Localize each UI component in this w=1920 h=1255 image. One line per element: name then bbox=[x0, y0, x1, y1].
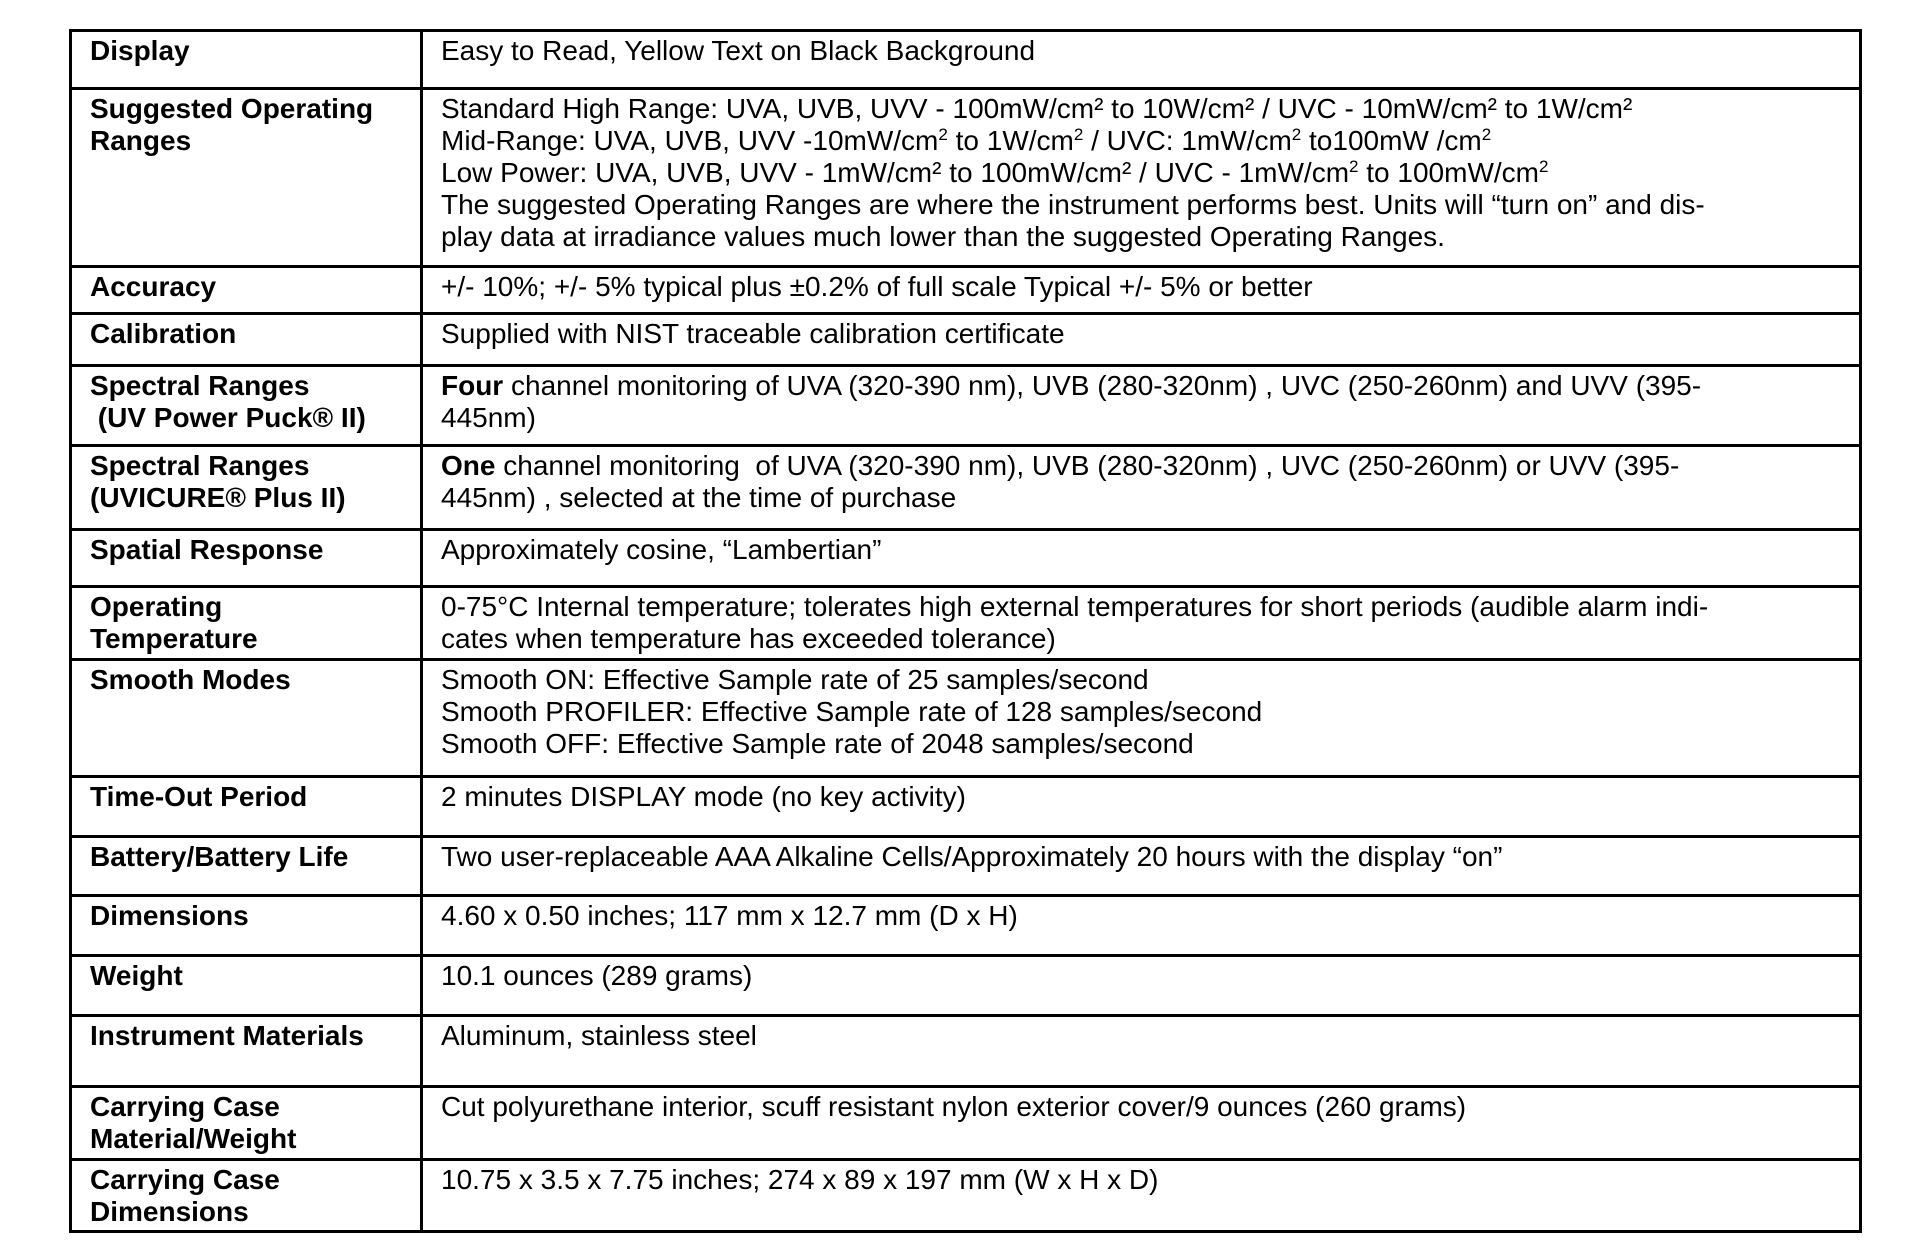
spec-label-line: Dimensions bbox=[90, 1196, 249, 1227]
spec-label bbox=[71, 530, 422, 587]
spec-value-line bbox=[441, 450, 1841, 482]
spec-value bbox=[422, 896, 1861, 956]
spec-row-smooth-modes bbox=[71, 660, 1861, 777]
spec-value-line: Approximately cosine, “Lambertian” bbox=[441, 534, 882, 565]
spec-value bbox=[422, 31, 1861, 89]
spec-row-dimensions bbox=[71, 896, 1861, 956]
spec-label bbox=[71, 31, 422, 89]
spec-label bbox=[71, 1087, 422, 1160]
spec-label bbox=[71, 1016, 422, 1087]
spec-value-text: channel monitoring of UVA (320-390 nm), UVB (280-320nm) , UVC (250-260nm) and UVV (395- bbox=[503, 370, 1702, 401]
spec-row-carrying-case-dimensions bbox=[71, 1160, 1861, 1232]
spec-row-spectral-ranges-uv-power-puck-ii bbox=[71, 366, 1861, 446]
spec-label bbox=[71, 896, 422, 956]
spec-value-emphasis: One bbox=[441, 450, 496, 481]
spec-row-carrying-case-material-weight bbox=[71, 1087, 1861, 1160]
spec-value-line: Smooth OFF: Effective Sample rate of 2048 samples/second bbox=[441, 728, 1194, 759]
spec-row-display bbox=[71, 31, 1861, 89]
spec-label-line: Display bbox=[90, 35, 190, 66]
spec-value-line: The suggested Operating Ranges are where the instrument performs best. Units will “turn on” and dis- bbox=[441, 189, 1705, 220]
spec-value bbox=[422, 777, 1861, 837]
spec-label bbox=[71, 366, 422, 446]
spec-label bbox=[71, 1160, 422, 1232]
spec-label-line: Weight bbox=[90, 960, 183, 991]
spec-value bbox=[422, 837, 1861, 896]
spec-value bbox=[422, 587, 1861, 660]
spec-value bbox=[422, 366, 1861, 446]
spec-value-line: cates when temperature has exceeded tolerance) bbox=[441, 623, 1056, 654]
spec-value-text: channel monitoring of UVA (320-390 nm), UVB (280-320nm) , UVC (250-260nm) or UVV (395- bbox=[495, 450, 1680, 481]
spec-label-line: (UVICURE® Plus II) bbox=[90, 482, 346, 513]
spec-label-line: Material/Weight bbox=[90, 1123, 297, 1154]
spec-label-line: Accuracy bbox=[90, 271, 217, 302]
spec-value-line: Cut polyurethane interior, scuff resistant nylon exterior cover/9 ounces (260 grams) bbox=[441, 1091, 1467, 1122]
spec-label-line: Carrying Case bbox=[90, 1091, 280, 1122]
spec-label bbox=[71, 777, 422, 837]
spec-row-operating-temperature bbox=[71, 587, 1861, 660]
spec-value-emphasis: Four bbox=[441, 370, 504, 401]
spec-label bbox=[71, 89, 422, 267]
spec-label-line: Spatial Response bbox=[90, 534, 324, 565]
spec-value bbox=[422, 530, 1861, 587]
spec-label bbox=[71, 837, 422, 896]
spec-value bbox=[422, 89, 1861, 267]
spec-value-line: Smooth ON: Effective Sample rate of 25 samples/second bbox=[441, 664, 1149, 695]
specifications-table bbox=[69, 29, 1862, 1233]
spec-label-line: Battery/Battery Life bbox=[90, 841, 349, 872]
spec-value-line: 445nm) , selected at the time of purchase bbox=[441, 482, 957, 513]
spec-value-line: Supplied with NIST traceable calibration certificate bbox=[441, 318, 1065, 349]
spec-label bbox=[71, 956, 422, 1016]
spec-label-line: Ranges bbox=[90, 125, 192, 156]
spec-row-instrument-materials bbox=[71, 1016, 1861, 1087]
spec-label-line: Instrument Materials bbox=[90, 1020, 364, 1051]
spec-row-time-out-period bbox=[71, 777, 1861, 837]
spec-row-weight bbox=[71, 956, 1861, 1016]
spec-label-line: (UV Power Puck® II) bbox=[90, 402, 366, 433]
spec-value bbox=[422, 660, 1861, 777]
spec-label-line: Calibration bbox=[90, 318, 237, 349]
spec-value bbox=[422, 446, 1861, 530]
spec-row-spatial-response bbox=[71, 530, 1861, 587]
spec-value-line: Low Power: UVA, UVB, UVV - 1mW/cm² to 100mW/cm² / UVC - $1mW/cm^2$ to $100mW/cm^2$ bbox=[441, 157, 1549, 188]
spec-label-line: Spectral Ranges bbox=[90, 450, 310, 481]
spec-value-line: Aluminum, stainless steel bbox=[441, 1020, 757, 1051]
spec-row-battery-battery-life bbox=[71, 837, 1861, 896]
spec-label-line: Time-Out Period bbox=[90, 781, 308, 812]
spec-label bbox=[71, 267, 422, 314]
spec-value-line: play data at irradiance values much lower than the suggested Operating Ranges. bbox=[441, 221, 1445, 252]
spec-value-line: +/- 10%; +/- 5% typical plus ±0.2% of full scale Typical +/- 5% or better bbox=[441, 271, 1313, 302]
spec-value-line: 10.75 x 3.5 x 7.75 inches; 274 x 89 x 197 mm (W x H x D) bbox=[441, 1164, 1159, 1195]
specifications-body bbox=[71, 31, 1861, 1232]
spec-label-line: Smooth Modes bbox=[90, 664, 291, 695]
spec-value-line: Mid-Range: UVA, UVB, UVV $-10mW/cm^2$ to $1W/cm^2$ / UVC: $1mW/cm^2$ to100mW $/cm^2$ bbox=[441, 125, 1492, 156]
spec-row-accuracy bbox=[71, 267, 1861, 314]
spec-label-line: Carrying Case bbox=[90, 1164, 280, 1195]
spec-value bbox=[422, 1087, 1861, 1160]
spec-label-line: Suggested Operating bbox=[90, 93, 374, 124]
spec-label bbox=[71, 314, 422, 366]
spec-value-line: Standard High Range: UVA, UVB, UVV - 100mW/cm² to 10W/cm² / UVC - 10mW/cm² to 1W/cm² bbox=[441, 93, 1633, 124]
spec-label-line: Temperature bbox=[90, 623, 258, 654]
spec-row-suggested-operating-ranges bbox=[71, 89, 1861, 267]
spec-row-calibration bbox=[71, 314, 1861, 366]
spec-row-spectral-ranges-uvicure-plus-ii bbox=[71, 446, 1861, 530]
spec-value-line: 2 minutes DISPLAY mode (no key activity) bbox=[441, 781, 966, 812]
spec-value bbox=[422, 1160, 1861, 1232]
spec-label-line: Dimensions bbox=[90, 900, 249, 931]
spec-value-line: Smooth PROFILER: Effective Sample rate of 128 samples/second bbox=[441, 696, 1263, 727]
spec-value-line: 4.60 x 0.50 inches; 117 mm x 12.7 mm (D x H) bbox=[441, 900, 1018, 931]
spec-value-line: Two user-replaceable AAA Alkaline Cells/Approximately 20 hours with the display “on” bbox=[441, 841, 1503, 872]
spec-value-line: 0-75°C Internal temperature; tolerates high external temperatures for short periods (audible alarm indi- bbox=[441, 591, 1709, 622]
spec-value-line: Easy to Read, Yellow Text on Black Background bbox=[441, 35, 1036, 66]
spec-value-line bbox=[441, 370, 1841, 402]
spec-value-line: 445nm) bbox=[441, 402, 536, 433]
spec-value-line: 10.1 ounces (289 grams) bbox=[441, 960, 753, 991]
spec-label bbox=[71, 446, 422, 530]
spec-value bbox=[422, 956, 1861, 1016]
spec-value bbox=[422, 267, 1861, 314]
spec-value bbox=[422, 314, 1861, 366]
spec-label-line: Spectral Ranges bbox=[90, 370, 310, 401]
spec-label-line: Operating bbox=[90, 591, 223, 622]
spec-value bbox=[422, 1016, 1861, 1087]
spec-label bbox=[71, 587, 422, 660]
spec-label bbox=[71, 660, 422, 777]
